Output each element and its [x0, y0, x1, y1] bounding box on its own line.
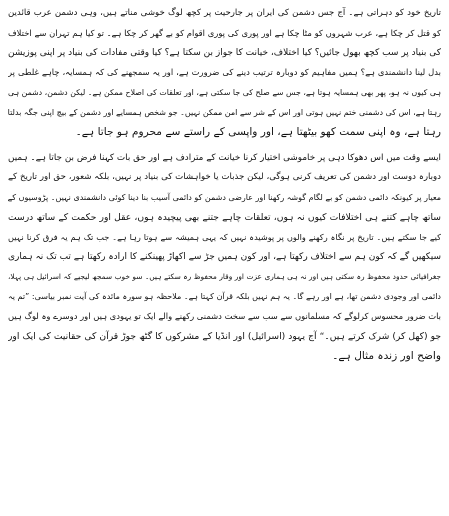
text-line: کو قتل کر چکا ہے، عرب شہروں کو مٹا چکا ہے اور پوری کی پوری اقوام کو بے گھر کر چکا ہے۔ تو کیا ہم تہران سے اختلاف — [8, 27, 441, 38]
text-line: جو (کھل کر) شرک کرتے ہیں۔“ آج یہود (اسرائیل) اور انڈیا کے مشرکوں کا گٹھ جوڑ قرآن کی حقانیت کی ایک اور — [8, 330, 441, 342]
text-line: معیار پر کیونکہ دائمی دشمن کو بے لگام گوشہ رکھنا اور عارضی دشمن کو دائمی آسیب بنا دینا کوئی دانشمندی نہیں۔ پڑوسیوں کے — [8, 193, 441, 203]
text-line: جغرافیائی حدود محفوظ رہ سکتی ہیں اور نہ ہی ہماری عزت اور وقار محفوظ رہ سکتے ہیں۔ سو خوب سمجھ لیجیے کہ اسرائیل ہی پہلا، — [8, 272, 441, 282]
text-line: دوبارہ دوست اور دشمن کی تعریف کرنی ہوگی، لیکن جذبات یا خواہشات کی بنیاد پر نہیں، بلکہ شعور، حق اور تاریخ کے — [8, 172, 441, 183]
text-line: رہتا ہے، اس کی دشمنی ختم نہیں ہوتی اور اس کے شر سے امن ممکن نہیں۔ جو شخص ہمسایے اور دشمن کے بیچ اپنی جگہ بدلتا — [8, 107, 441, 117]
text-line: سیکھیں گے کہ کون ہم سے اختلاف رکھتا ہے، اور کون ہمیں جڑ سے اکھاڑ پھینکنے کا ارادہ رکھتا ہے تب تک نہ ہماری — [8, 251, 441, 262]
text-line: کی بنیاد پر سب کچھ بھول جائیں؟ کیا اختلاف، خیانت کا جواز بن سکتا ہے؟ کیا وقتی مفادات کی بنیاد پر اپنی پوزیشن — [8, 47, 441, 58]
article-body — [8, 4, 441, 512]
text-line: بات ضرور محسوس کرلوگے کہ مسلمانوں سے سب سے سخت دشمنی رکھنے والے ایک تو یہودی ہیں اور دوسرے وہ لوگ ہیں — [8, 310, 441, 321]
text-line: بدل لینا دانشمندی ہے؟ ہمیں مفاہیم کو دوبارہ ترتیب دینے کی ضرورت ہے، اور یہ سمجھنے کی کہ ہمسایہ، چاہے غلطی پر — [8, 67, 441, 78]
text-line: ہی کیوں نہ ہو، پھر بھی ہمسایہ ہوتا ہے، جس سے صلح کی جا سکتی ہے، اور تعلقات کی اصلاح ممکن ہے۔ لیکن دشمن، دشمن ہی — [8, 88, 441, 98]
text-line: واضح اور زندہ مثال ہے۔ — [332, 349, 441, 362]
text-line: دائمی اور وجودی دشمن تھا، ہے اور رہے گا۔ یہ ہم نہیں بلکہ قرآن کہتا ہے۔ ملاحظہ ہو سورہ مائدہ کی آیت نمبر بیاسی: ”تم یہ — [8, 292, 441, 302]
text-line: ساتھ چاہے کتنے ہی اختلافات کیوں نہ ہوں، تعلقات چاہے جتنے بھی پیچیدہ ہوں، عقل اور حکمت کے ساتھ درست — [8, 211, 441, 223]
text-line: ایسے وقت میں اس دھوکا دہی پر خاموشی اختیار کرنا خیانت کے مترادف ہے اور حق بات کہنا فرض بن جاتا ہے۔ ہمیں — [8, 152, 441, 163]
text-line: رہتا ہے، وہ اپنی سمت کھو بیٹھتا ہے، اور واپسی کے راستے سے محروم ہو جاتا ہے۔ — [75, 125, 441, 138]
paragraph-1 — [8, 4, 441, 143]
text-line: تاریخ خود کو دہراتی ہے۔ آج جس دشمن کی ایران پر جارحیت پر کچھ لوگ خوشی مناتے ہیں، وہی دشمن عرب قائدین — [8, 8, 441, 18]
text-line: کیے جا سکتے ہیں۔ تاریخ پر نگاہ رکھنے والوں پر پوشیدہ نہیں کہ یہی ہمیشہ سے ہوتا رہا ہے۔ جب تک ہم یہ فرق کرنا نہیں — [8, 231, 441, 242]
paragraph-2 — [8, 149, 441, 367]
